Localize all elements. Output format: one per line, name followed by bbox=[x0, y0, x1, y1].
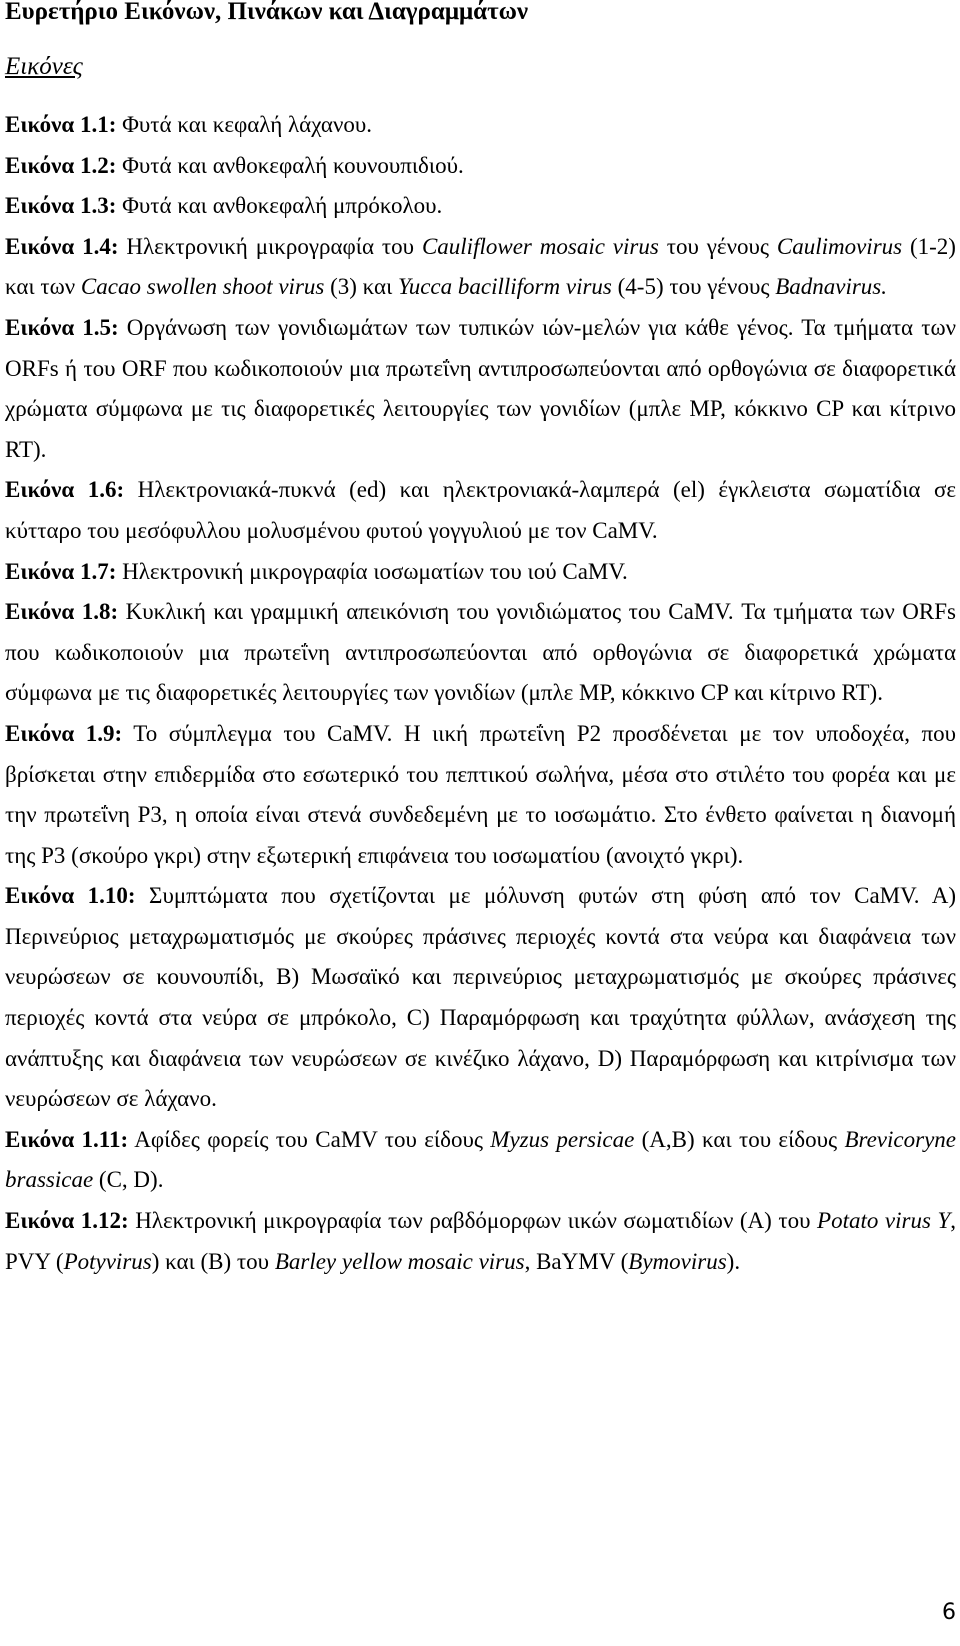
figure-caption-text: Οργάνωση των γονιδιωμάτων των τυπικών ιών-μελών για κάθε γένος. Τα τμήματα των ORFs ή του ORF που κωδικοποιούν μια πρωτεΐνη αντιπροσωπεύονται από ορθογώνια σε διαφορετικά χρώματα σύμφωνα με τις διαφορετικές λειτουργίες των γονιδίων (μπλε MP, κόκκινο CP και κίτρινο RT). bbox=[5, 314, 956, 462]
figure-caption-text: , PVY ( bbox=[5, 1208, 957, 1274]
figure-caption-text: (3) και bbox=[324, 274, 399, 300]
figure-caption-text: Συμπτώματα που σχετίζονται με μόλυνση φυτών στη φύση από τον CaMV. A) Περινεύριος μεταχρωματισμός με σκούρες πράσινες περιοχές κοντά στα νεύρα και διαφάνεια των νευρώσεων σε κουνουπίδι, B) Μωσαϊκό και περινεύριος μεταχρωματισμός με σκούρες πράσινες περιοχές κοντά στα νεύρα σε μπρόκολο, C) Παραμόρφωση και τραχύτητα φύλλων, ανάσχεση της ανάπτυξης και διαφάνεια των νευρώσεων σε κινέζικο λάχανο, D) Παραμόρφωση και κιτρίνισμα των νευρώσεων σε λάχανο. bbox=[5, 883, 956, 1112]
section-heading-link[interactable]: Εικόνες bbox=[5, 53, 83, 80]
figure-caption-text: Το σύμπλεγμα του CaMV. Η ιική πρωτεΐνη P2 προσδένεται με τον υποδοχέα, που βρίσκεται στην επιδερμίδα στο εσωτερικό του πεπτικού σωλήνα, μέσα στο στιλέτο του φορέα και με την πρωτεΐνη P3, η οποία είναι στενά συνδεδεμένη με το ιοσωμάτιο. Στο ένθετο φαίνεται η διανομή της P3 (σκούρο γκρι) στην εξωτερική επιφάνεια του ιοσωματίου (ανοιχτό γκρι). bbox=[5, 720, 956, 868]
figure-entry bbox=[5, 308, 956, 470]
page-number: 6 bbox=[942, 1600, 956, 1625]
figure-caption-text: (1-2) και των bbox=[5, 233, 956, 300]
figure-caption-text: (4-5) του γένους bbox=[611, 274, 776, 300]
figure-caption-italic: Badnavirus. bbox=[775, 274, 888, 300]
figure-caption-text: ). bbox=[726, 1248, 741, 1274]
figure-label: Εικόνα 1.5: bbox=[5, 314, 119, 340]
figure-label: Εικόνα 1.6: bbox=[5, 477, 125, 503]
figure-caption-text: (A,B) και του είδους bbox=[634, 1126, 845, 1152]
figure-caption-italic: Potyvirus bbox=[63, 1248, 152, 1274]
figure-entry bbox=[5, 470, 956, 551]
figure-caption-italic: Potato virus Y bbox=[817, 1208, 951, 1234]
figure-caption-text: του γένους bbox=[658, 233, 777, 259]
figure-caption-italic: Bymovirus bbox=[628, 1248, 727, 1274]
figure-caption-italic: Caulimovirus bbox=[776, 233, 903, 259]
figure-label: Εικόνα 1.8: bbox=[5, 599, 119, 625]
figure-label: Εικόνα 1.2: bbox=[5, 152, 117, 178]
figure-label: Εικόνα 1.9: bbox=[5, 720, 123, 746]
figure-entry bbox=[5, 227, 956, 308]
figure-caption-italic: Brevicoryne brassicae bbox=[5, 1126, 956, 1193]
figure-label: Εικόνα 1.1: bbox=[5, 112, 117, 137]
figure-entry bbox=[5, 876, 956, 1120]
figure-caption-text: Ηλεκτρονιακά-πυκνά (ed) και ηλεκτρονιακά-λαμπερά (el) έγκλειστα σωματίδια σε κύτταρο του μεσόφυλλου μολυσμένου φυτού γογγυλιού με τον CaMV. bbox=[5, 477, 956, 543]
figure-label: Εικόνα 1.10: bbox=[5, 883, 136, 909]
figure-caption-italic: Yucca bacilliform virus bbox=[398, 274, 612, 300]
figure-label: Εικόνα 1.11: bbox=[5, 1126, 129, 1152]
figure-caption-text: Αφίδες φορείς του CaMV του είδους bbox=[128, 1126, 491, 1152]
figure-label: Εικόνα 1.4: bbox=[5, 233, 119, 259]
figure-label: Εικόνα 1.7: bbox=[5, 558, 117, 584]
figure-entry bbox=[5, 592, 956, 714]
figure-caption-text: Φυτά και κεφαλή λάχανου. bbox=[116, 112, 373, 137]
figure-caption-text: Ηλεκτρονική μικρογραφία ιοσωματίων του ιού CaMV. bbox=[116, 558, 628, 584]
figure-entry bbox=[5, 714, 956, 876]
document-title: Ευρετήριο Εικόνων, Πινάκων και Διαγραμμάτων bbox=[5, 0, 529, 25]
figure-label: Εικόνα 1.12: bbox=[5, 1208, 129, 1234]
figure-caption-italic: Cacao swollen shoot virus bbox=[80, 274, 325, 300]
figure-caption-italic: Myzus persicae bbox=[490, 1126, 635, 1152]
figure-caption-text: Κυκλική και γραμμική απεικόνιση του γονιδιώματος του CaMV. Τα τμήματα των ORFs που κωδικοποιούν μια πρωτεΐνη αντιπροσωπεύονται από ορθογώνια σε διαφορετικά χρώματα σύμφωνα με τις διαφορετικές λειτουργίες των γονιδίων (μπλε MP, κόκκινο CP και κίτρινο RT). bbox=[5, 599, 956, 706]
figure-caption-text: (C, D). bbox=[93, 1167, 164, 1193]
figure-entry bbox=[5, 1120, 956, 1201]
figure-index-list bbox=[5, 105, 956, 1282]
figure-caption-text: Φυτά και ανθοκεφαλή μπρόκολου. bbox=[116, 193, 443, 219]
figure-entry bbox=[5, 146, 956, 187]
figure-caption-text: Ηλεκτρονική μικρογραφία των ραβδόμορφων ιικών σωματιδίων (A) του bbox=[128, 1208, 818, 1234]
figure-caption-text: ) και (B) του bbox=[151, 1248, 275, 1274]
figure-label: Εικόνα 1.3: bbox=[5, 193, 117, 219]
figure-entry bbox=[5, 552, 956, 593]
figure-caption-italic: Cauliflower mosaic virus bbox=[421, 233, 659, 259]
figure-entry bbox=[5, 186, 956, 227]
figure-entry bbox=[5, 1201, 956, 1282]
figure-caption-italic: Barley yellow mosaic virus bbox=[274, 1248, 525, 1274]
figure-caption-text: Φυτά και ανθοκεφαλή κουνουπιδιού. bbox=[116, 152, 464, 178]
figure-entry bbox=[5, 105, 956, 146]
figure-caption-text: , BaYMV ( bbox=[524, 1248, 629, 1274]
figure-caption-text: Ηλεκτρονική μικρογραφία του bbox=[118, 233, 422, 259]
